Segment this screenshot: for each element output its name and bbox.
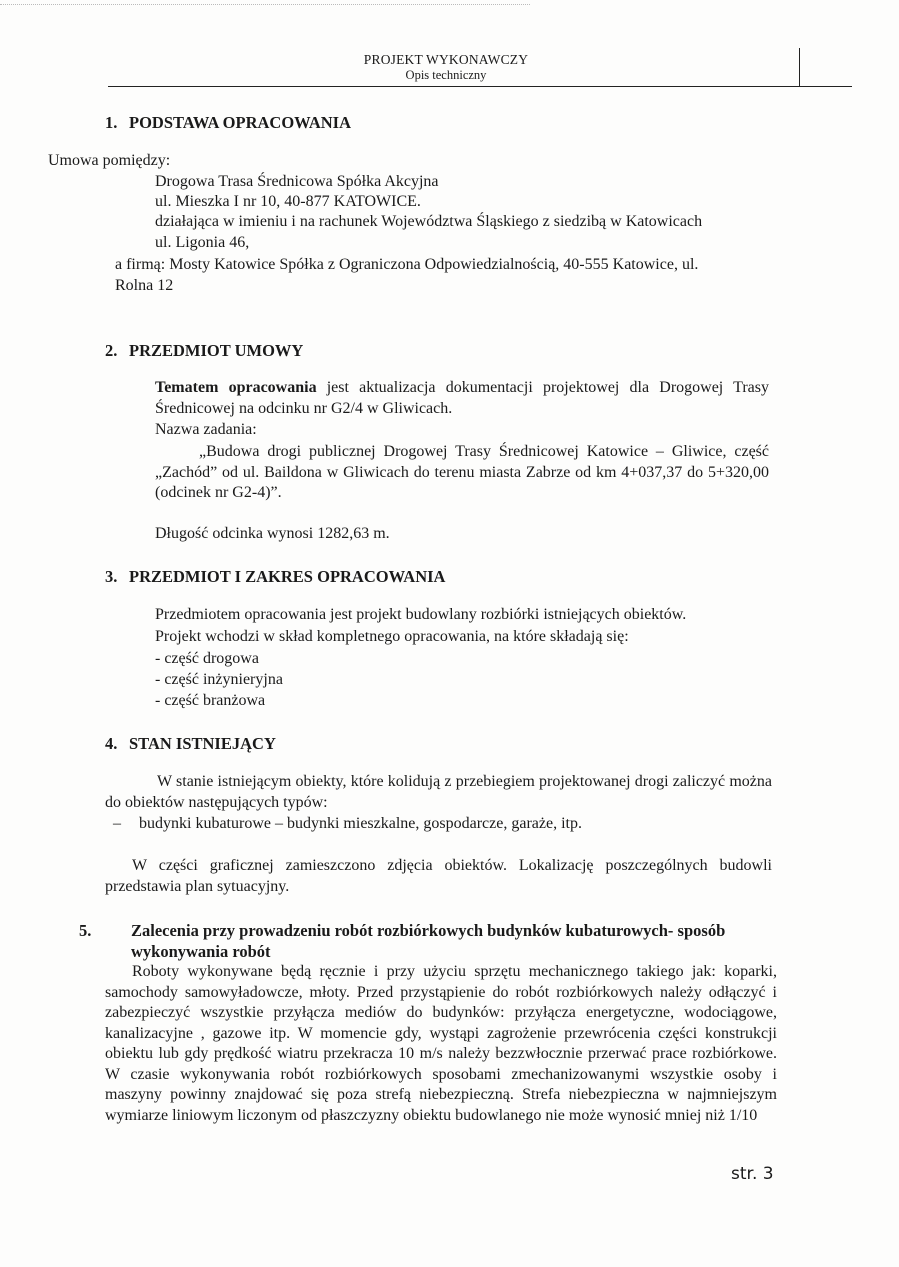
section-1-title: PODSTAWA OPRACOWANIA xyxy=(129,113,352,132)
section-4-title: STAN ISTNIEJĄCY xyxy=(129,734,276,753)
header-title: PROJEKT WYKONAWCZY xyxy=(363,52,529,67)
section-5-number: 5. xyxy=(79,921,92,940)
scope-item: - część branżowa xyxy=(155,692,266,709)
graphics-paragraph: W części graficznej zamieszczono zdjęcia obiektów. Lokalizację poszczególnych budowli przedstawia plan sytuacyjny. xyxy=(105,857,772,895)
scope-line-2: Projekt wchodzi w skład kompletnego opracowania, na które składają się: xyxy=(155,628,629,645)
party-2-street: Rolna 12 xyxy=(115,277,174,294)
section-4-heading xyxy=(105,733,276,754)
party-2-name: a firmą: Mosty Katowice Spółka z Ograniczona Odpowiedzialnością, 40-555 Katowice, ul. xyxy=(115,256,699,273)
subject-paragraph xyxy=(155,378,769,419)
scope-line-1: Przedmiotem opracowania jest projekt budowlany rozbiórki istniejących obiektów. xyxy=(155,606,687,623)
section-2-heading xyxy=(105,340,303,361)
section-3-number: 3. xyxy=(105,567,118,586)
section-5-title: Zalecenia przy prowadzeniu robót rozbiórkowych budynków kubaturowych- sposób wykonywania robót xyxy=(131,921,726,961)
header-subtitle: Opis techniczny xyxy=(405,68,487,82)
scan-top-edge xyxy=(0,4,530,5)
bullet-dash: – xyxy=(113,815,121,832)
section-2-number: 2. xyxy=(105,341,118,360)
existing-paragraph: W stanie istniejącym obiekty, które kolidują z przebiegiem projektowanej drogi zaliczyć można do obiektów następujących typów: xyxy=(105,773,772,811)
existing-bullet-text: budynki kubaturowe – budynki mieszkalne, gospodarcze, garaże, itp. xyxy=(139,815,582,832)
section-3-heading xyxy=(105,566,445,587)
task-name: „Budowa drogi publicznej Drogowej Trasy Średnicowej Katowice – Gliwice, część „Zachód” od ul. Baildona w Gliwicach do terenu miasta Zabrze od km 4+037,37 do 5+320,00 (odcinek nr G2-4)”. xyxy=(155,443,769,501)
existing-bullet xyxy=(113,815,582,833)
task-label: Nazwa zadania: xyxy=(155,421,257,438)
scope-item: - część inżynieryjna xyxy=(155,671,283,688)
section-3-title: PRZEDMIOT I ZAKRES OPRACOWANIA xyxy=(129,567,446,586)
subject-text: jest aktualizacja dokumentacji projektowej dla Drogowej Trasy Średnicowej na odcinku nr G2/4 w Gliwicach. xyxy=(155,379,769,417)
page-number: str. 3 xyxy=(731,1164,774,1184)
party-1-name: Drogowa Trasa Średnicowa Spółka Akcyjna xyxy=(155,173,439,190)
section-length: Długość odcinka wynosi 1282,63 m. xyxy=(155,525,390,542)
header-divider-vertical xyxy=(799,48,800,86)
party-1-street: ul. Ligonia 46, xyxy=(155,234,250,251)
party-1-address: ul. Mieszka I nr 10, 40-877 KATOWICE. xyxy=(155,193,421,210)
section-1-number: 1. xyxy=(105,113,118,132)
contract-intro: Umowa pomiędzy: xyxy=(48,152,171,169)
section-2-title: PRZEDMIOT UMOWY xyxy=(129,341,304,360)
header-rule xyxy=(108,86,852,87)
section-1-heading xyxy=(105,112,351,133)
page-header xyxy=(340,52,552,83)
scope-item: - część drogowa xyxy=(155,650,259,667)
demolition-paragraph: Roboty wykonywane będą ręcznie i przy użyciu sprzętu mechanicznego takiego jak: koparki, samochody samowyładowcze, młoty. Przed przystąpienie do robót rozbiórkowych należy odłączyć i zabezpieczyć wszystkie przyłącza mediów do budynków: przyłącza energetyczne, wodociągowe, kanalizacyjne , gazowe itp. W momencie gdy, wystąpi zagrożenie przewrócenia części konstrukcji obiektu lub gdy prędkość wiatru przekracza 10 m/s należy bezzwłocznie przerwać prace rozbiórkowe. W czasie wykonywania robót rozbiórkowych sposobami zmechanizowanymi wszystkie osoby i maszyny powinny znajdować się poza strefą niebezpieczną. Strefa niebezpieczna w najmniejszym wymiarze liniowym liczonym od płaszczyzny obiektu budowlanego nie może wynosić mniej niż 1/10 xyxy=(105,963,777,1124)
section-4-number: 4. xyxy=(105,734,118,753)
party-1-acting: działająca w imieniu i na rachunek Województwa Śląskiego z siedzibą w Katowicach xyxy=(155,213,703,230)
section-5-heading xyxy=(79,920,775,962)
subject-lead: Tematem opracowania xyxy=(155,379,317,396)
